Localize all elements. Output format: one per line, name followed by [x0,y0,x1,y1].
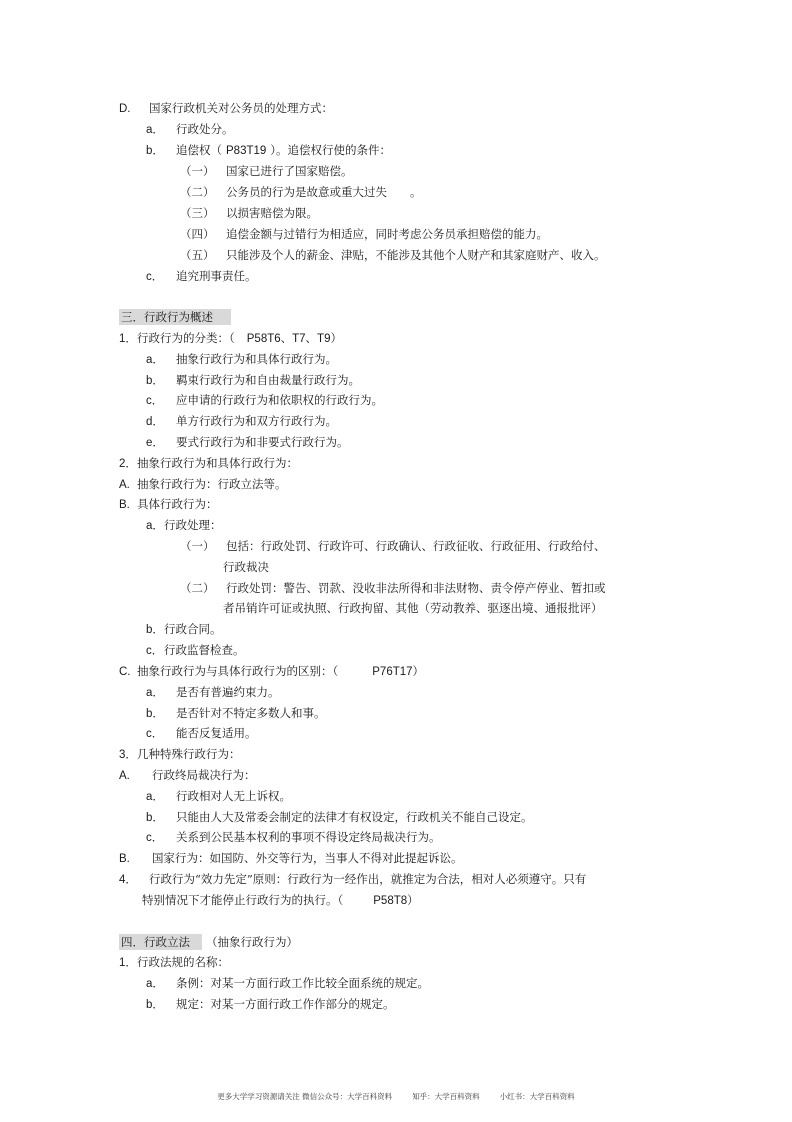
question-line: 1．行政行为的分类：（ P58T6、T7、T9） [119,331,342,345]
list-item: C. 抽象行政行为与具体行政行为的区别：（ P76T17） [119,664,425,678]
list-item: （四） 追偿金额与过错行为相适应，同时考虑公务员承担赔偿的能力。 [180,227,548,241]
list-item: c． 应申请的行政行为和依职权的行政行为。 [146,393,383,407]
question-line: 2．抽象行政行为和具体行政行为： [119,456,298,470]
section-3-heading: 三．行政行为概述 [119,309,231,325]
footer-zhihu: 知乎：大学百科资料 [412,1092,480,1101]
list-item: （二） 行政处罚：警告、罚款、没收非法所得和非法财物、责令停产停业、暂扣或 [180,581,606,595]
section-d-marker: D. [119,103,131,115]
list-item: A. 抽象行政行为：行政立法等。 [119,477,287,491]
list-item: b． 是否针对不特定多数人和事。 [146,706,326,720]
list-item: b． 追偿权（ P83T19 ）。追偿权行使的条件： [146,143,392,157]
list-item: B. 国家行为：如国防、外交等行为，当事人不得对此提起诉讼。 [119,851,463,865]
list-item: （二） 公务员的行为是故意或重大过失 。 [180,185,422,199]
list-item: e． 要式行政行为和非要式行政行为。 [146,435,349,449]
section-d-title: 国家行政机关对公务员的处理方式： [149,101,333,115]
footer-xiaohongshu: 小红书：大学百科资料 [499,1092,575,1101]
list-item: （一） 包括：行政处罚、行政许可、行政确认、行政征收、行政征用、行政给付、 [180,539,606,553]
list-item: a． 行政相对人无上诉权。 [146,789,291,803]
list-item: b． 规定：对某一方面行政工作作部分的规定。 [146,997,395,1011]
section-4-heading-note: （抽象行政行为） [206,935,298,949]
section-4-heading: 四．行政立法 [119,934,202,950]
list-item: d． 单方行政行为和双方行政行为。 [146,414,337,428]
section-3-heading-line [119,309,231,325]
question-line: 4． 行政行为“效力先定”原则：行政行为一经作出，就推定为合法，相对人必须遵守。只有 [119,872,587,886]
list-item: a． 是否有普遍约束力。 [146,685,280,699]
page-footer [0,1091,792,1102]
question-line: 1．行政法规的名称： [119,955,229,969]
list-item: c． 关系到公民基本权利的事项不得设定终局裁决行为。 [146,830,441,844]
list-item: a． 条例：对某一方面行政工作比较全面系统的规定。 [146,976,429,990]
list-item: a． 行政处分。 [146,122,234,136]
list-item: （一） 国家已进行了国家赔偿。 [180,164,353,178]
list-item: b． 只能由人大及常委会制定的法律才有权设定，行政机关不能自己设定。 [146,810,533,824]
list-item: a． 抽象行政行为和具体行政行为。 [146,352,337,366]
list-item: c． 能否反复适用。 [146,726,257,740]
section-d-title-line [119,100,333,117]
list-item: A. 行政终局裁决行为： [119,768,256,782]
list-item: b．行政合同。 [146,622,222,636]
list-item: c． 追究刑事责任。 [146,269,257,283]
section-4-heading-line [119,934,298,950]
list-item: b． 羁束行政行为和自由裁量行政行为。 [146,373,360,387]
footer-wechat: 更多大学学习资源请关注 微信公众号：大学百科资料 [217,1092,393,1101]
list-item-continuation: 行政裁决 [223,560,269,574]
question-line: 3．几种特殊行政行为： [119,747,241,761]
list-item: B. 具体行政行为： [119,497,218,511]
question-continuation: 特别情况下才能停止行政行为的执行。（ P58T8） [142,893,419,907]
list-item: a．行政处理： [146,518,222,532]
list-item: （五） 只能涉及个人的薪金、津贴，不能涉及其他个人财产和其家庭财产、收入。 [180,248,606,262]
list-item: （三） 以损害赔偿为限。 [180,206,318,220]
list-item-continuation: 者吊销许可证或执照、行政拘留、其他（劳动教养、驱逐出境、通报批评） [223,601,603,615]
list-item: c．行政监督检查。 [146,643,245,657]
